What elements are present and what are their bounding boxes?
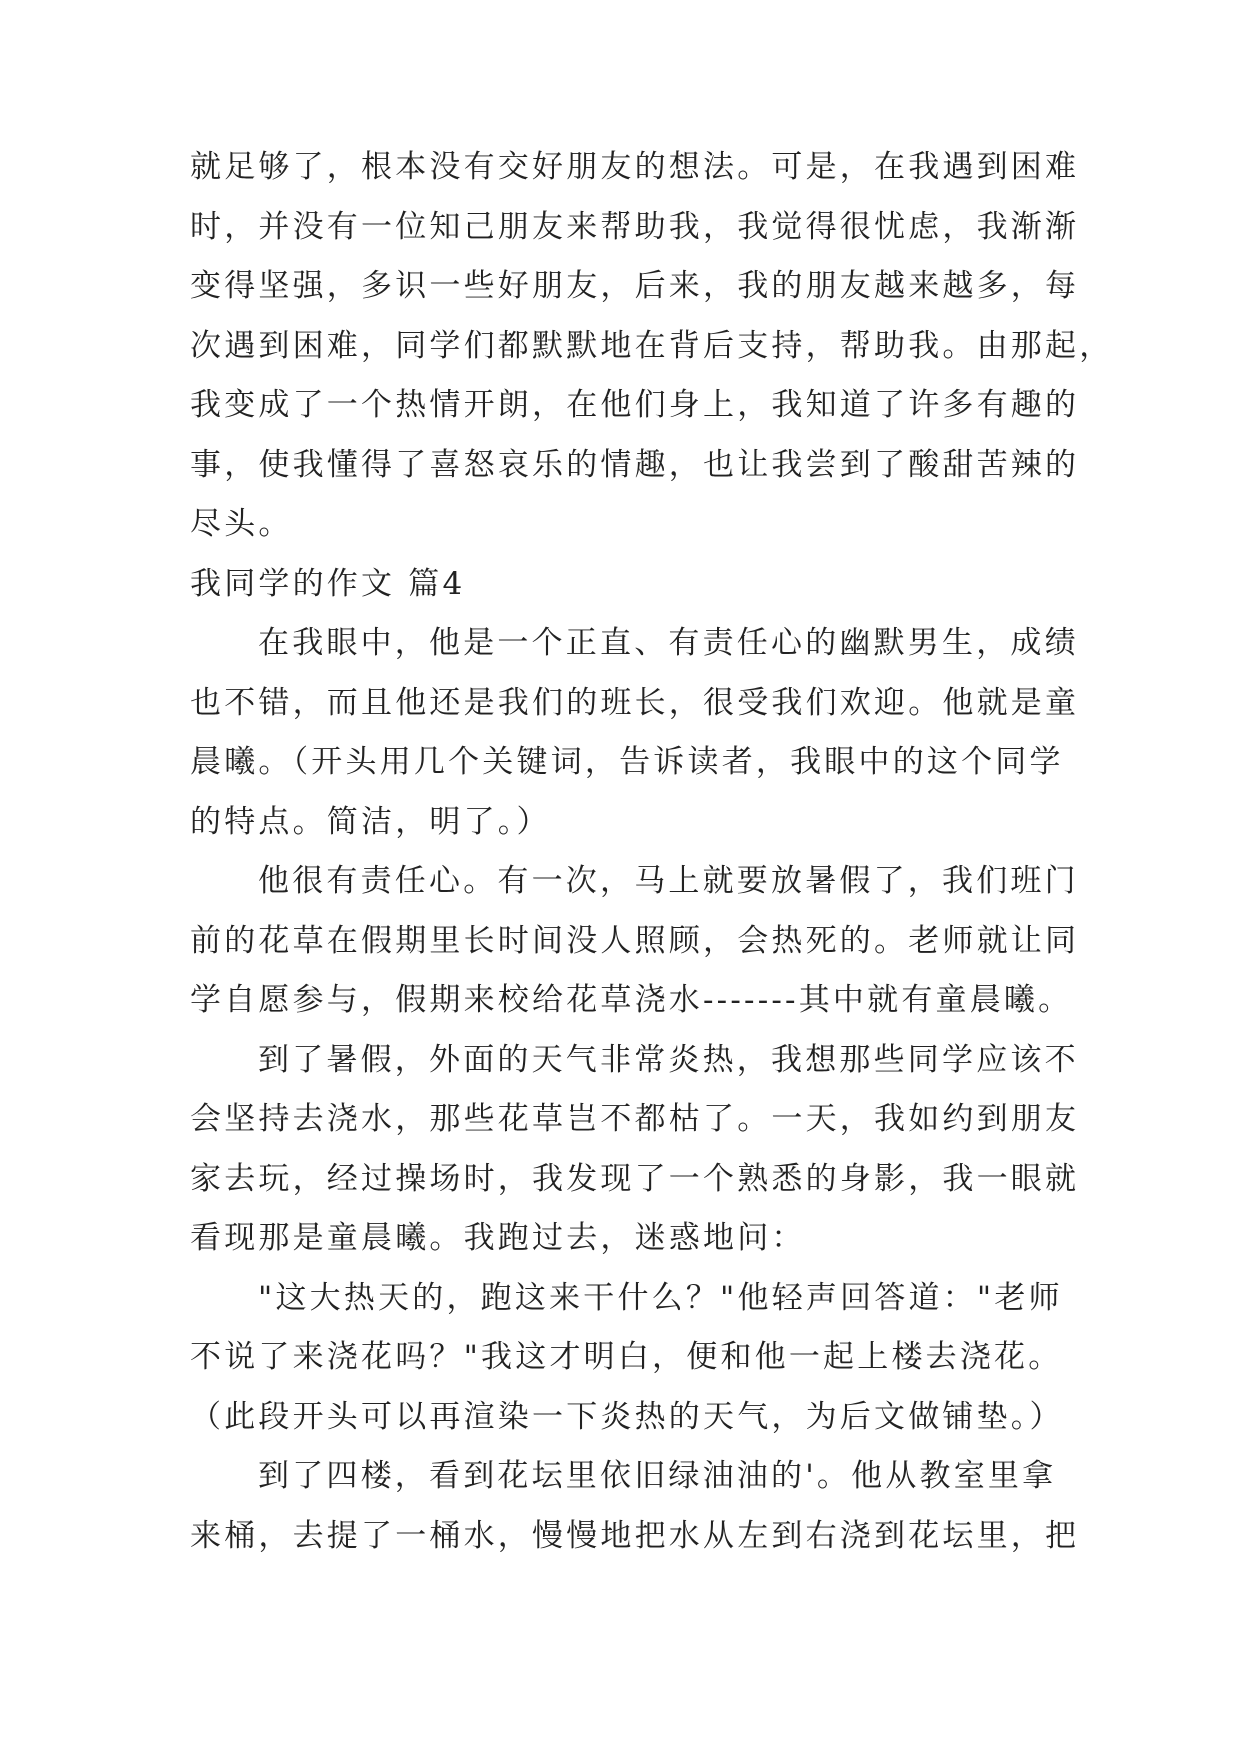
section-heading: 我同学的作文 篇4: [190, 565, 466, 602]
text-line: 到了四楼，看到花坛里依旧绿油油的'。他从教室里拿: [258, 1458, 1057, 1494]
text-line: 看现那是童晨曦。我跑过去，迷惑地问：: [190, 1220, 806, 1256]
text-line: 时，并没有一位知己朋友来帮助我，我觉得很忧虑，我渐渐: [190, 208, 1080, 245]
text-line: 在我眼中，他是一个正直、有责任心的幽默男生，成绩: [258, 625, 1079, 661]
text-line: 会坚持去浇水，那些花草岂不都枯了。一天，我如约到朋友: [190, 1101, 1080, 1137]
text-line: 也不错，而且他还是我们的班长，很受我们欢迎。他就是童: [190, 684, 1080, 721]
text-line: 的特点。简洁，明了。）: [190, 803, 551, 840]
text-line: 不说了来浇花吗？"我这才明白，便和他一起上楼去浇花。: [190, 1339, 1063, 1375]
text-line: 晨曦。（开头用几个关键词，告诉读者，我眼中的这个同学: [190, 744, 1064, 780]
text-line: 尽头。: [190, 506, 293, 542]
essay-text: [190, 138, 1114, 1566]
text-line: 次遇到困难，同学们都默默地在背后支持，帮助我。由那起，: [190, 327, 1114, 364]
text-line: 他很有责任心。有一次，马上就要放暑假了，我们班门: [258, 863, 1079, 899]
text-line: 变得坚强，多识一些好朋友，后来，我的朋友越来越多，每: [190, 268, 1080, 304]
text-line: 就足够了，根本没有交好朋友的想法。可是，在我遇到困难: [190, 149, 1080, 185]
text-line: 我变成了一个热情开朗，在他们身上，我知道了许多有趣的: [190, 387, 1080, 423]
text-line: "这大热天的，跑这来干什么？"他轻声回答道："老师: [258, 1279, 1063, 1316]
text-line: （此段开头可以再渲染一下炎热的天气，为后文做铺垫。）: [190, 1398, 1064, 1435]
text-line: 家去玩，经过操场时，我发现了一个熟悉的身影，我一眼就: [190, 1160, 1080, 1197]
text-line: 前的花草在假期里长时间没人照顾，会热死的。老师就让同: [190, 922, 1080, 959]
text-line: 来桶，去提了一桶水，慢慢地把水从左到右浇到花坛里，把: [190, 1517, 1080, 1554]
text-line: 到了暑假，外面的天气非常炎热，我想那些同学应该不: [258, 1041, 1079, 1078]
text-line: 事，使我懂得了喜怒哀乐的情趣，也让我尝到了酸甜苦辣的: [190, 446, 1080, 483]
text-line: 学自愿参与，假期来校给花草浇水-------其中就有童晨曦。: [190, 982, 1073, 1018]
